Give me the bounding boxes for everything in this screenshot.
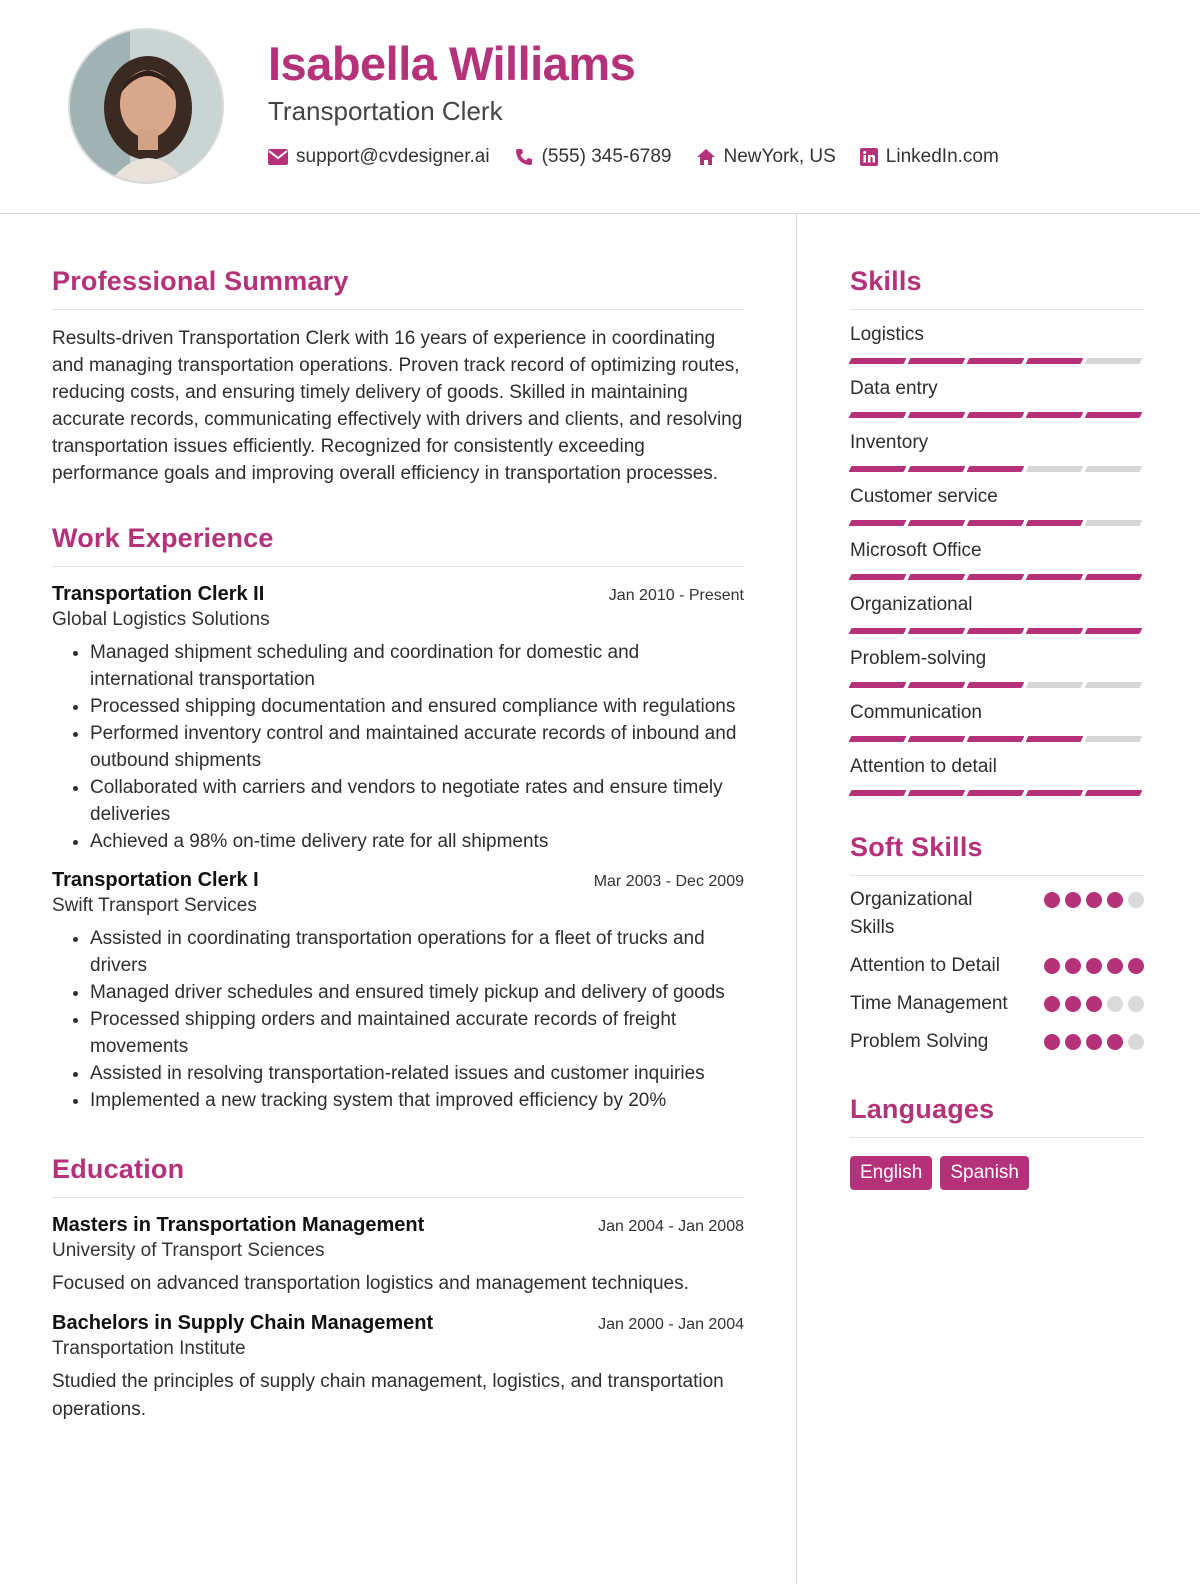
education-date: Jan 2004 - Jan 2008 [598,1218,744,1235]
section-divider [52,1197,744,1198]
section-divider [52,566,744,567]
skill-level-segment [908,790,966,796]
skill-level-segment [849,628,907,634]
skill-level-segment [908,520,966,526]
soft-skill-rating [1044,1034,1144,1050]
resume-header [0,0,1200,214]
skill-level-segment [1085,412,1143,418]
job-bullet: • Assisted in resolving transportation-related issues and customer inquiries [90,1060,744,1087]
job-date: Jan 2010 - Present [608,587,744,604]
skill-level-segment [849,790,907,796]
skill-level-segment [1026,790,1084,796]
home-icon [696,148,716,166]
education-title: Education [52,1154,185,1184]
skills-section [850,266,1144,796]
main-column [52,266,744,1424]
languages-list [850,1156,1144,1190]
skill-item [850,594,1144,634]
candidate-role: Transportation Clerk [268,96,503,126]
soft-skill-item [850,1028,1144,1056]
skill-level-segment [1085,736,1143,742]
skill-level-segment [967,574,1025,580]
candidate-name: Isabella Williams [268,37,636,90]
section-divider [52,309,744,310]
soft-skill-name: Organizational Skills [850,889,973,938]
skill-level-segment [1085,466,1143,472]
skill-item [850,486,1144,526]
skill-level-segment [849,520,907,526]
skill-level-bar [850,358,1144,364]
soft-skill-name: Time Management [850,993,1008,1014]
rating-dot [1128,892,1144,908]
contact-email-text: support@cvdesigner.ai [296,146,490,167]
job-bullet: • Implemented a new tracking system that improved efficiency by 20% [90,1087,744,1114]
education-entry [52,1214,744,1298]
sidebar-column [850,266,1144,1190]
skill-level-segment [967,412,1025,418]
skill-level-segment [908,412,966,418]
soft-skill-name: Problem Solving [850,1031,989,1052]
rating-dot [1044,996,1060,1012]
summary-section [52,266,744,487]
skill-level-segment [967,466,1025,472]
education-header [52,1214,744,1237]
skill-level-segment [1085,520,1143,526]
profile-photo-illustration [70,30,224,184]
education-description: Focused on advanced transportation logistics and management techniques. [52,1273,689,1294]
section-divider [850,875,1144,876]
contact-linkedin[interactable] [860,146,999,168]
skill-level-bar [850,466,1144,472]
soft-skill-rating [1044,958,1144,974]
rating-dot [1044,892,1060,908]
skill-level-segment [908,466,966,472]
skill-level-bar [850,628,1144,634]
rating-dot [1107,892,1123,908]
skill-item [850,378,1144,418]
job-bullet: • Managed shipment scheduling and coordination for domestic and international transportation [90,639,744,693]
language-tag: English [850,1156,932,1190]
skill-level-segment [908,574,966,580]
rating-dot [1128,958,1144,974]
job-bullet: • Managed driver schedules and ensured timely pickup and delivery of goods [90,979,744,1006]
skill-level-segment [908,736,966,742]
skill-level-segment [1026,574,1084,580]
skill-level-segment [1026,412,1084,418]
contact-phone-text: (555) 345-6789 [541,146,672,167]
skill-level-segment [1026,520,1084,526]
rating-dot [1044,1034,1060,1050]
contact-location-text: NewYork, US [723,146,836,167]
skill-level-segment [967,628,1025,634]
rating-dot [1065,1034,1081,1050]
soft-skills-title: Soft Skills [850,832,983,862]
skill-level-segment [967,736,1025,742]
skill-level-segment [1085,790,1143,796]
skill-item [850,540,1144,580]
skill-level-segment [1085,682,1143,688]
rating-dot [1107,958,1123,974]
rating-dot [1107,1034,1123,1050]
skill-level-segment [1085,628,1143,634]
skill-name: Attention to detail [850,756,997,777]
soft-skills-list [850,886,1144,1056]
skill-name: Problem-solving [850,648,987,669]
phone-icon [514,147,534,167]
rating-dot [1065,892,1081,908]
contact-linkedin-text: LinkedIn.com [885,146,999,167]
job-bullet: • Collaborated with carriers and vendors to negotiate rates and ensure timely deliveries [90,774,744,828]
rating-dot [1065,996,1081,1012]
skill-level-segment [967,790,1025,796]
skill-level-segment [849,682,907,688]
skill-item [850,324,1144,364]
soft-skill-item [850,886,1144,942]
soft-skill-rating [1044,892,1144,908]
skill-level-segment [967,682,1025,688]
education-date: Jan 2000 - Jan 2004 [598,1316,744,1333]
skill-level-segment [967,520,1025,526]
skill-level-bar [850,790,1144,796]
skill-level-segment [908,682,966,688]
contact-phone[interactable] [514,146,672,168]
rating-dot [1128,1034,1144,1050]
job-bullet: • Assisted in coordinating transportation operations for a fleet of trucks and drivers [90,925,744,979]
contact-location [696,146,836,168]
envelope-icon [268,149,288,165]
skills-title: Skills [850,266,922,296]
skill-level-segment [1026,736,1084,742]
rating-dot [1128,996,1144,1012]
soft-skill-item [850,952,1144,980]
skill-level-segment [1026,358,1084,364]
contact-email[interactable] [268,146,490,168]
job-bullet: • Processed shipping orders and maintained accurate records of freight movements [90,1006,744,1060]
skill-level-segment [1085,358,1143,364]
skill-item [850,432,1144,472]
skill-name: Microsoft Office [850,540,982,561]
job-bullet: • Performed inventory control and maintained accurate records of inbound and outbound shipments [90,720,744,774]
skill-level-bar [850,574,1144,580]
skill-level-bar [850,412,1144,418]
skill-level-segment [849,358,907,364]
soft-skill-name: Attention to Detail [850,955,1000,976]
job-company: Global Logistics Solutions [52,609,270,630]
skill-level-bar [850,682,1144,688]
rating-dot [1044,958,1060,974]
skills-list [850,324,1144,796]
skill-level-segment [849,466,907,472]
rating-dot [1065,958,1081,974]
soft-skill-rating [1044,996,1144,1012]
job-company: Swift Transport Services [52,895,257,916]
soft-skills-section [850,832,1144,1056]
skill-level-segment [1026,466,1084,472]
job-entry [52,869,744,1114]
skill-level-segment [1026,682,1084,688]
job-title: Transportation Clerk II [52,583,265,605]
education-section [52,1154,744,1424]
rating-dot [1086,996,1102,1012]
job-header [52,583,744,606]
skill-level-segment [908,628,966,634]
skill-level-segment [1026,628,1084,634]
rating-dot [1086,958,1102,974]
job-bullet: • Processed shipping documentation and ensured compliance with regulations [90,693,744,720]
job-bullet: • Achieved a 98% on-time delivery rate for all shipments [90,828,744,855]
skill-name: Organizational [850,594,973,615]
skill-name: Logistics [850,324,924,345]
skill-level-segment [849,736,907,742]
job-header [52,869,744,892]
skill-item [850,702,1144,742]
rating-dot [1107,996,1123,1012]
job-title: Transportation Clerk I [52,869,259,891]
skill-level-segment [1085,574,1143,580]
summary-title: Professional Summary [52,266,349,296]
linkedin-icon [860,148,878,166]
skill-name: Data entry [850,378,938,399]
skill-level-segment [908,358,966,364]
rating-dot [1086,892,1102,908]
languages-title: Languages [850,1094,995,1124]
soft-skill-item [850,990,1144,1018]
section-divider [850,309,1144,310]
summary-text: Results-driven Transportation Clerk with 16 years of experience in coordinating and managing transportation operations. Proven track record of optimizing routes, reducing costs, and ensuring timely delivery of goods. Skilled in maintaining accurate records, communicating effectively with drivers and clients, and resolving transportation issues efficiently. Recognized for consistently exceeding performance goals and improving overall efficiency in transportation processes. [52,328,743,484]
education-school: University of Transport Sciences [52,1240,325,1261]
education-school: Transportation Institute [52,1338,246,1359]
skill-name: Communication [850,702,982,723]
education-degree: Masters in Transportation Management [52,1214,425,1236]
job-bullets [52,639,744,855]
skill-name: Customer service [850,486,998,507]
experience-title: Work Experience [52,523,274,553]
rating-dot [1086,1034,1102,1050]
education-description: Studied the principles of supply chain management, logistics, and transportation operations. [52,1371,724,1420]
language-tag: Spanish [940,1156,1029,1190]
job-bullets [52,925,744,1114]
skill-name: Inventory [850,432,929,453]
job-date: Mar 2003 - Dec 2009 [593,873,744,890]
skill-level-segment [849,412,907,418]
skill-item [850,756,1144,796]
contact-bar [268,146,1023,168]
section-divider [850,1137,1144,1138]
education-header [52,1312,744,1335]
education-entry [52,1312,744,1424]
skill-level-bar [850,520,1144,526]
skill-level-segment [967,358,1025,364]
job-entry [52,583,744,855]
skill-level-segment [849,574,907,580]
profile-photo [68,28,224,184]
languages-section [850,1094,1144,1190]
column-divider [796,214,797,1584]
education-degree: Bachelors in Supply Chain Management [52,1312,434,1334]
skill-level-bar [850,736,1144,742]
skill-item [850,648,1144,688]
experience-section [52,523,744,1114]
